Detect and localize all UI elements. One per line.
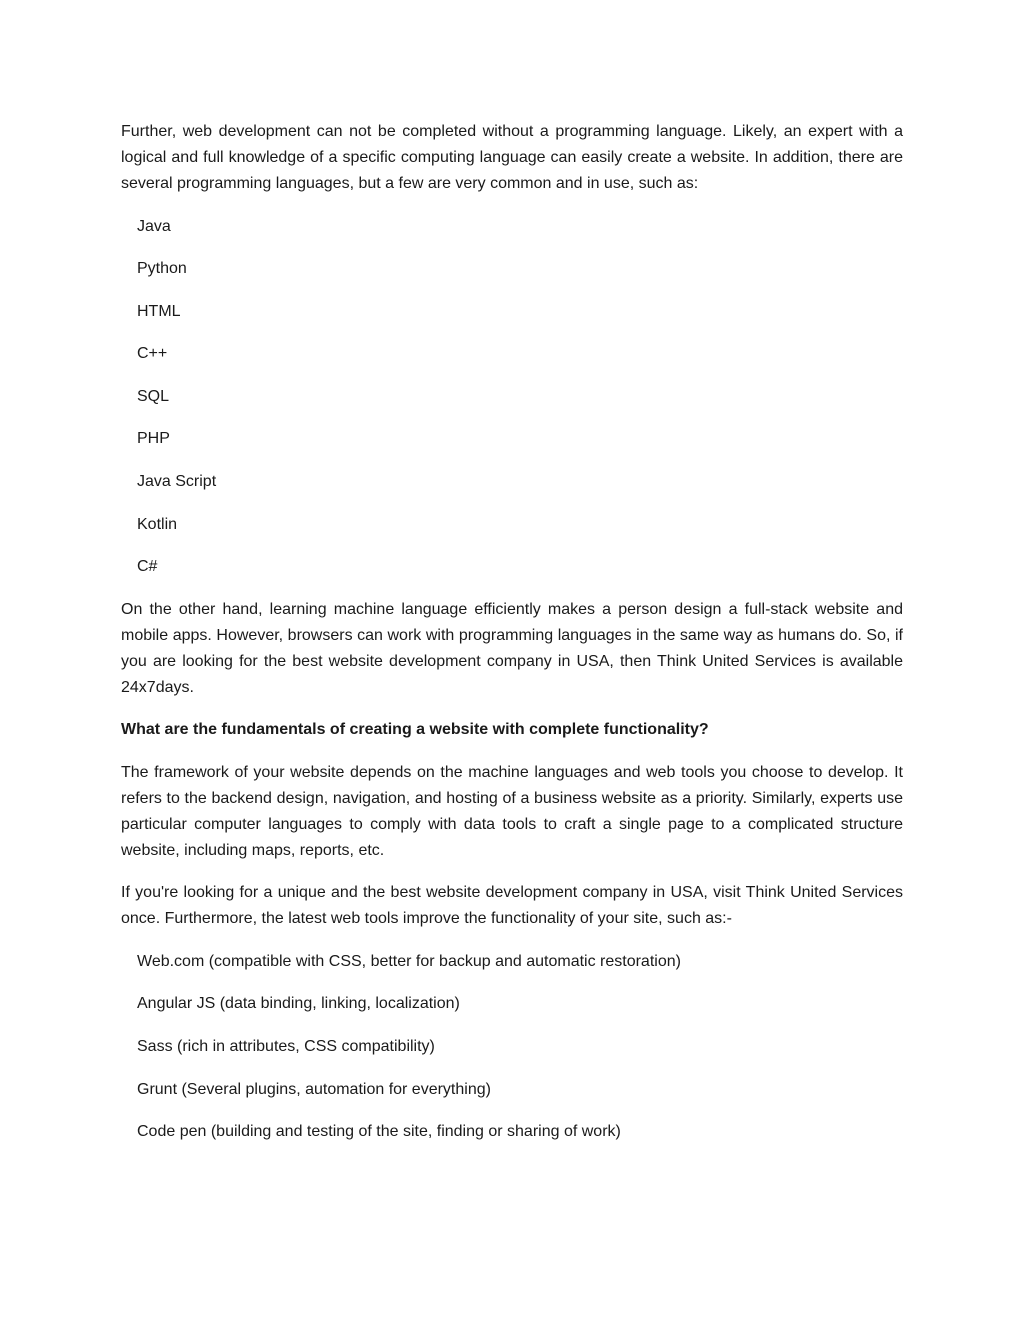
list-item-codepen: Code pen (building and testing of the site, finding or sharing of work): [137, 1123, 621, 1141]
tools-list: [121, 949, 903, 1145]
machine-language-paragraph: On the other hand, learning machine language efficiently makes a person design a full-stack website and mobile apps. However, browsers can work with programming languages in the same way as humans do. So, if you are looking for the best website development company in USA, then Think United Services is available 24x7days.: [121, 600, 903, 696]
framework-paragraph: The framework of your website depends on the machine languages and web tools you choose to develop. It refers to the backend design, navigation, and hosting of a business website as a priority. Similarly, experts use particular computer languages to comply with data tools to craft a single page to a complicated structure website, including maps, reports, etc.: [121, 763, 903, 859]
list-item-php: PHP: [137, 430, 170, 448]
list-item-cpp: C++: [137, 345, 168, 363]
document-body: [121, 119, 903, 1162]
languages-list: [121, 214, 903, 581]
list-item-csharp: C#: [137, 558, 158, 576]
list-item-kotlin: Kotlin: [137, 515, 178, 533]
list-item-grunt: Grunt (Several plugins, automation for everything): [137, 1080, 491, 1098]
intro-paragraph: Further, web development can not be completed without a programming language. Likely, an expert with a logical and full knowledge of a specific computing language can easily create a website. In addition, there are several programming languages, but a few are very common and in use, such as:: [121, 123, 903, 192]
list-item-javascript: Java Script: [137, 473, 217, 491]
list-item-html: HTML: [137, 302, 181, 320]
section-heading: What are the fundamentals of creating a website with complete functionality?: [121, 721, 709, 739]
list-item-sass: Sass (rich in attributes, CSS compatibility): [137, 1038, 435, 1056]
list-item-java: Java: [137, 217, 171, 235]
list-item-webcom: Web.com (compatible with CSS, better for backup and automatic restoration): [137, 952, 681, 970]
list-item-sql: SQL: [137, 387, 170, 405]
web-tools-paragraph: If you're looking for a unique and the best website development company in USA, visit Think United Services once. Furthermore, the latest web tools improve the functionality of your site, such as:-: [121, 884, 903, 928]
list-item-python: Python: [137, 260, 187, 278]
list-item-angularjs: Angular JS (data binding, linking, localization): [137, 995, 460, 1013]
